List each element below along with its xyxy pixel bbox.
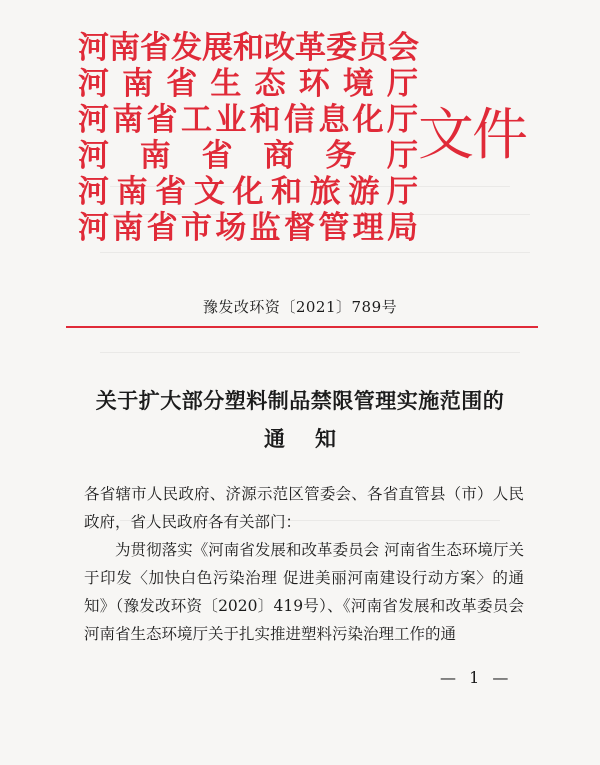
document-body: [84, 480, 524, 648]
issuer-commerce: 河南省商务厅: [78, 138, 418, 174]
issuer-ndrc: 河南省发展和改革委员会: [78, 30, 419, 66]
issuing-agencies: [78, 30, 418, 246]
addressee: 各省辖市人民政府、济源示范区管委会、各省直管县（市）人民政府，省人民政府各有关部门：: [84, 485, 524, 531]
document-title-line1: 关于扩大部分塑料制品禁限管理实施范围的: [95, 388, 505, 413]
red-divider-line: [66, 326, 538, 328]
document-title-line2: 通知: [264, 426, 366, 451]
issuer-industry-it: 河南省工业和信息化厅: [78, 102, 418, 138]
issuer-market-regulation: 河南省市场监督管理局: [78, 210, 418, 246]
body-paragraph: 为贯彻落实《河南省发展和改革委员会 河南省生态环境厅关于印发〈加快白色污染治理 促进美丽河南建设行动方案〉的通知》（豫发改环资〔2020〕419号）、《河南省发展和改革委员会 河南省生态环境厅关于扎实推进塑料污染治理工作的通: [84, 541, 524, 643]
file-label: 文件: [418, 103, 526, 168]
document-number: 豫发改环资〔2021〕789号: [202, 298, 398, 316]
issuer-culture-tourism: 河南省文化和旅游厅: [78, 174, 418, 210]
issuer-ecology-environment: 河南省生态环境厅: [78, 66, 418, 102]
page-number: — 1 —: [440, 668, 513, 687]
